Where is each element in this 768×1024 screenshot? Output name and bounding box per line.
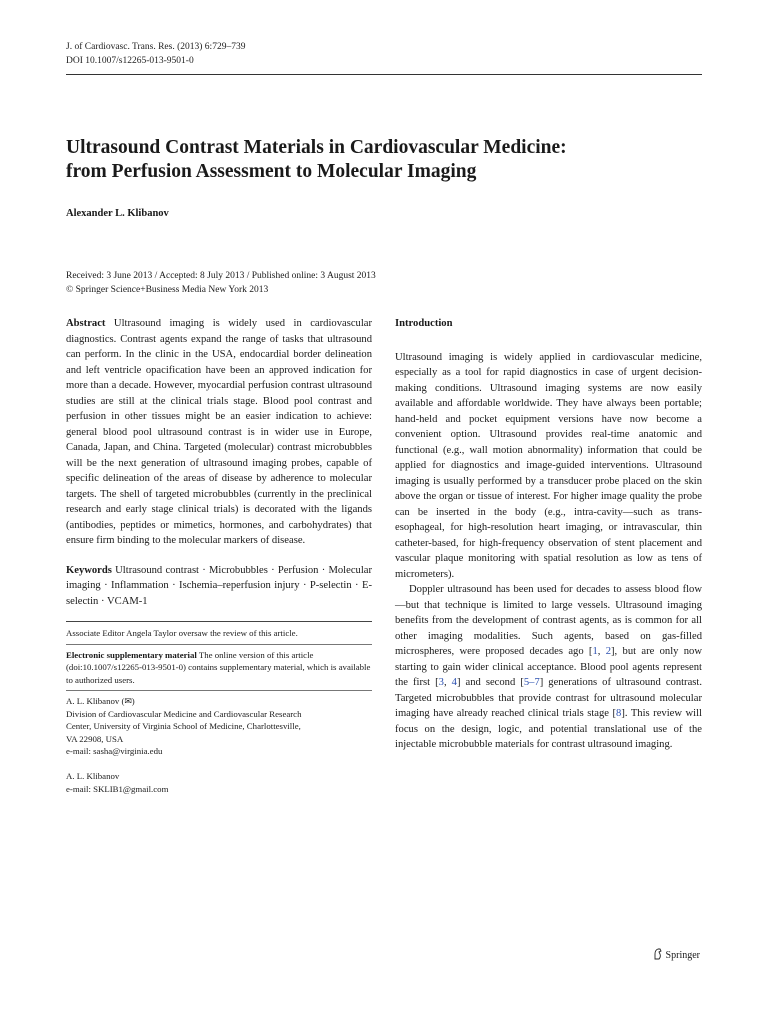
affiliation-1-email[interactable]: e-mail: sasha@virginia.edu (66, 746, 163, 756)
introduction-paragraph-1: Ultrasound imaging is widely applied in cardiovascular medicine, especially as a tool for rapid diagnostics in case of urgent decision-making conditions. Ultrasound imaging systems are now easily available and affordable worldwide. They have always been portable; hand-held and pocket equipment versions have now become a convenient option. Ultrasound provides real-time anatomic and functional (e.g., wall motion abnormality) information that could be applied for diagnostics and image-guided interventions. Ultrasound imaging is usually performed by a transducer probe placed on the skin above the organ or tissue of interest. For higher image quality the probe can be inserted in the body (e.g., intra-cavity—such as trans-esophageal, for high-resolution heart imaging, or intravascular, thin catheter-based, for high-frequency observation of stent placement and vascular plaque monitoring with spatial resolution as low as tens of micrometers). (395, 351, 702, 580)
affiliation-2-email[interactable]: e-mail: SKLIB1@gmail.com (66, 783, 169, 794)
keywords (66, 563, 372, 610)
introduction-paragraph-2: Doppler ultrasound has been used for decades to assess blood flow—but that technique is limited to large vessels. Ultrasound imaging benefits from the development of contrast agents, as is common for all other imaging modalities. Such agents, based on gas-filled microspheres, were proposed decades ago [1, 2], but are only now starting to gain wider clinical acceptance. Blood pool agents represent the first [3, 4] and second [5–7] generations of ultrasound contrast. Targeted microbubbles that provide contrast for ultrasound molecular imaging have already reached clinical trials stage [8]. This review will focus on the design, logic, and potential translational use of the injectable microbubble materials for contrast ultrasound imaging. (395, 584, 703, 750)
affiliation-2-name: A. L. Klibanov (66, 771, 120, 781)
publication-dates (66, 270, 376, 297)
right-column (395, 316, 702, 753)
intro-p2-text-d: ] generations of ultrasound contrast. Targeted microbubbles that provide contrast for ultrasound molecular imaging have already reached clinical trials stage [ (395, 677, 703, 719)
publisher-footer (653, 948, 700, 963)
intro-p2-text-b: ], but are only now starting to gain wider clinical acceptance. Blood pool agents represent the first [ (395, 646, 703, 688)
esm-label: Electronic supplementary material (66, 649, 197, 660)
left-column (66, 316, 372, 795)
copyright-text: Springer Science+Business Media New York 2013 (75, 284, 269, 295)
author-name: Alexander L. Klibanov (66, 208, 169, 219)
introduction-heading: Introduction (395, 318, 453, 329)
reference-link-3[interactable]: 3 (438, 677, 444, 688)
reference-link-5-7[interactable]: 5–7 (523, 677, 540, 688)
springer-label: Springer (665, 950, 700, 961)
esm-note (66, 649, 372, 687)
abstract (66, 316, 372, 549)
intro-p2-text-e: ]. This review will focus on the design, logic, and potential translational use of the injectable microbubble materials for contrast ultrasound imaging. (395, 708, 702, 750)
affiliation-1-line-3: VA 22908, USA (66, 733, 124, 744)
title-line-1: Ultrasound Contrast Materials in Cardiovascular Medicine: (66, 137, 567, 158)
doi-line: DOI 10.1007/s12265-013-9501-0 (66, 56, 194, 66)
footnote-divider (66, 644, 372, 645)
reference-link-8[interactable]: 8 (616, 708, 622, 719)
copyright-line (66, 284, 376, 298)
journal-header (66, 40, 245, 68)
title-line-2: from Perfusion Assessment to Molecular Imaging (66, 161, 477, 182)
affiliation-1-line-2: Center, University of Virginia School of Medicine, Charlottesville, (66, 721, 301, 731)
header-rule (66, 74, 702, 75)
reference-link-1[interactable]: 1 (592, 646, 598, 657)
keywords-text: Ultrasound contrast · Microbubbles · Perfusion · Molecular imaging · Inflammation · Ischemia–reperfusion injury · P-selectin · E-selectin · VCAM-1 (66, 564, 372, 607)
journal-citation: J. of Cardiovasc. Trans. Res. (2013) 6:729–739 (66, 42, 246, 52)
springer-horse-icon (653, 948, 663, 963)
received-accepted-line: Received: 3 June 2013 / Accepted: 8 July 2013 / Published online: 3 August 2013 (66, 271, 376, 281)
keywords-label: Keywords (66, 564, 112, 576)
intro-p2-text-c: ] and second [ (456, 677, 524, 688)
associate-editor-note: Associate Editor Angela Taylor oversaw the review of this article. (66, 628, 298, 638)
affiliation-1-line-1: Division of Cardiovascular Medicine and Cardiovascular Research (66, 708, 302, 719)
footnotes (66, 627, 372, 795)
footnote-divider-2 (66, 690, 372, 691)
reference-link-4[interactable]: 4 (451, 677, 457, 688)
abstract-text: Ultrasound imaging is widely used in cardiovascular diagnostics. Contrast agents expand the range of tasks that ultrasound can perform. In the clinic in the USA, endocardial border delineation and left ventricle opacification have been an approved indication for more than a decade. However, myocardial perfusion contrast ultrasound studies are still at the clinical trials stage. Blood pool contrast and perfusion in other tissues might be an easier indication to achieve: general blood pool ultrasound contrast is in wider use in Europe, Canada, Japan, and China. Targeted (molecular) contrast microbubbles will be the next generation of ultrasound imaging probes, capable of specific delineation of the areas of disease by adherence to molecular targets. The shell of targeted microbubbles (currently in the preclinical research and early stage clinical trials) is decorated with the ligands (antibodies, peptides or mimetics, hormones, and carbohydrates) that ensure firm binding to the molecular markers of disease. (66, 318, 372, 546)
copyright-icon: © (66, 284, 74, 295)
intro-p2-text-a: Doppler ultrasound has been used for decades to assess blood flow—but that technique is limited to large vessels. Ultrasound imaging benefits from the development of contrast agents, as is common for all other imaging modalities. Such agents, based on gas-filled microspheres, were proposed decades ago [ (395, 584, 702, 657)
affiliation-1-name: A. L. Klibanov (✉) (66, 696, 135, 706)
paper-title (66, 136, 706, 184)
reference-link-2[interactable]: 2 (605, 646, 612, 657)
esm-text: The online version of this article (doi:10.1007/s12265-013-9501-0) contains supplementary material, which is available to authorized users. (66, 649, 371, 685)
abstract-label: Abstract (66, 318, 106, 329)
footnote-rule (66, 621, 372, 622)
